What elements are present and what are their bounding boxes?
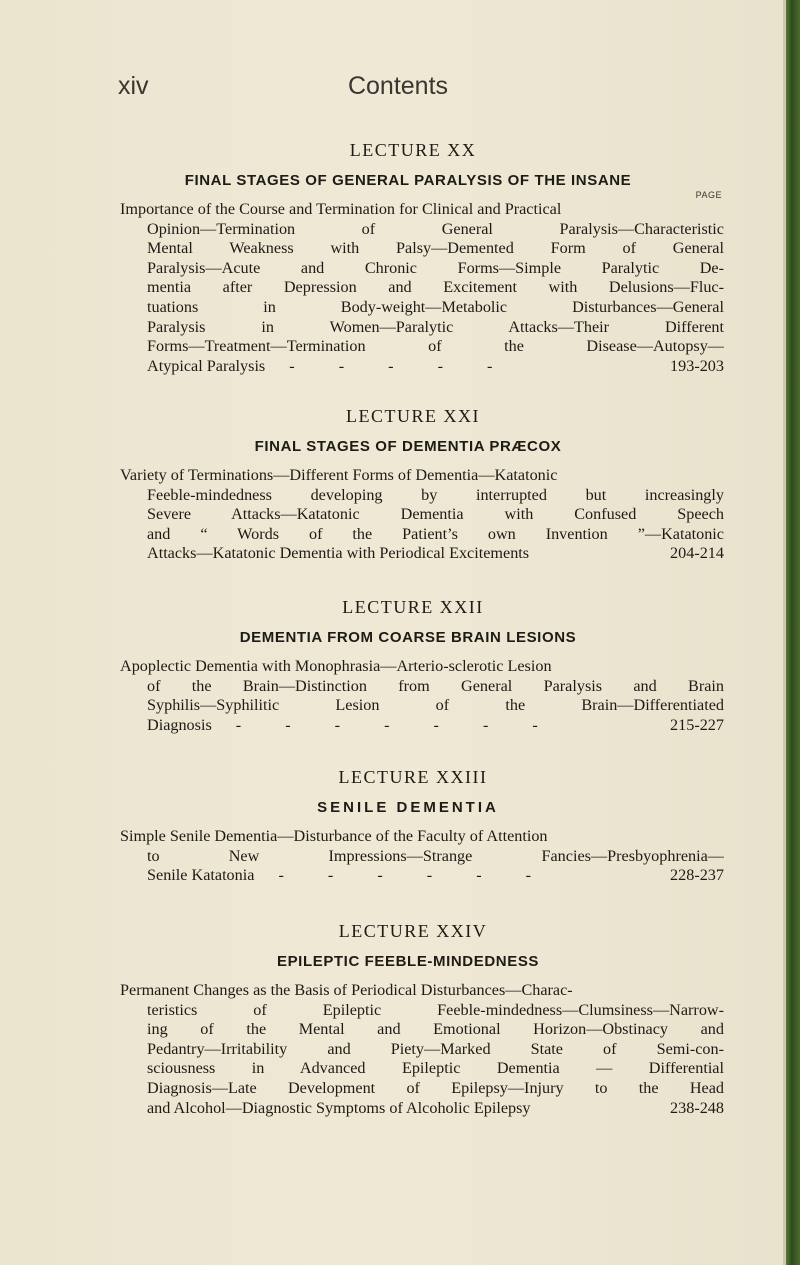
synopsis-last-line — [120, 716, 724, 736]
lecture-number: LECTURE XX — [349, 140, 477, 160]
synopsis-line: of the Brain—Distinction from General Paralysis and Brain — [147, 676, 724, 695]
page-range: 193-203 — [670, 356, 724, 375]
lecture-title: DEMENTIA FROM COARSE BRAIN LESIONS — [239, 629, 577, 646]
running-title: Contents — [347, 72, 449, 100]
lecture-title: FINAL STAGES OF DEMENTIA PRÆCOX — [254, 438, 562, 455]
synopsis-line: tuations in Body-weight—Metabolic Disturbances—General — [147, 297, 724, 316]
lecture-synopsis — [120, 200, 724, 376]
page-header — [0, 72, 786, 112]
synopsis-line: Permanent Changes as the Basis of Periodical Disturbances—Charac- — [120, 981, 573, 999]
lecture-heading — [0, 597, 786, 651]
synopsis-last-line — [120, 357, 724, 377]
lecture-number: LECTURE XXII — [342, 597, 484, 617]
last-line-text: Diagnosis — [147, 715, 212, 734]
synopsis-line: Paralysis—Acute and Chronic Forms—Simple Paralytic De- — [147, 258, 724, 277]
lecture-heading — [0, 140, 786, 194]
synopsis-line: Simple Senile Dementia—Disturbance of the Faculty of Attention — [120, 827, 548, 845]
last-line-text: and Alcohol—Diagnostic Symptoms of Alcoholic Epilepsy — [147, 1098, 531, 1117]
synopsis-last-line — [120, 544, 724, 564]
synopsis-last-line — [120, 866, 724, 886]
lecture-number: LECTURE XXIV — [338, 921, 488, 941]
lecture-synopsis — [120, 466, 724, 564]
synopsis-line: Paralysis in Women—Paralytic Attacks—Their Different — [147, 317, 724, 336]
page-range: 228-237 — [670, 866, 724, 885]
synopsis-line: Pedantry—Irritability and Piety—Marked State of Semi-con- — [147, 1039, 724, 1058]
page-range: 215-227 — [670, 715, 724, 734]
lecture-number: LECTURE XXI — [346, 406, 480, 426]
synopsis-last-line — [120, 1099, 724, 1119]
dot-leader: - - - - - - - — [235, 715, 558, 734]
dot-leader: - - - - - - — [278, 866, 552, 885]
synopsis-line: Diagnosis—Late Development of Epilepsy—Injury to the Head — [147, 1078, 724, 1097]
synopsis-line: Mental Weakness with Palsy—Demented Form of General — [147, 239, 724, 258]
lecture-heading — [0, 921, 786, 975]
dot-leader: - - - - - — [289, 356, 513, 375]
page-range: 238-248 — [670, 1098, 724, 1117]
synopsis-line: Forms—Treatment—Termination of the Disease—Autopsy— — [147, 337, 724, 356]
synopsis-line: Apoplectic Dementia with Monophrasia—Arterio-sclerotic Lesion — [120, 657, 552, 675]
synopsis-line: sciousness in Advanced Epileptic Dementia — Differential — [147, 1059, 724, 1078]
last-line-text: Senile Katatonia — [147, 866, 255, 885]
book-cover-edge — [786, 0, 800, 1265]
synopsis-line: Importance of the Course and Termination for Clinical and Practical — [120, 200, 562, 218]
last-line-text: Attacks—Katatonic Dementia with Periodical Excitements — [147, 544, 530, 563]
synopsis-line: Feeble-mindedness developing by interrupted but increasingly — [147, 485, 724, 504]
synopsis-line: to New Impressions—Strange Fancies—Presbyophrenia— — [147, 846, 724, 865]
lecture-synopsis — [120, 657, 724, 735]
synopsis-line: teristics of Epileptic Feeble-mindedness—Clumsiness—Narrow- — [147, 1000, 724, 1019]
synopsis-line: Severe Attacks—Katatonic Dementia with Confused Speech — [147, 505, 724, 524]
last-line-text: Atypical Paralysis — [147, 356, 266, 375]
synopsis-line: ing of the Mental and Emotional Horizon—Obstinacy and — [147, 1020, 724, 1039]
lecture-synopsis — [120, 981, 724, 1118]
page-range: 204-214 — [670, 544, 724, 563]
lecture-number: LECTURE XXIII — [338, 767, 488, 787]
synopsis-line: Variety of Terminations—Different Forms of Dementia—Katatonic — [120, 466, 558, 484]
synopsis-line: and “ Words of the Patient’s own Invention ”—Katatonic — [147, 524, 724, 543]
lecture-title: SENILE DEMENTIA — [317, 799, 499, 816]
lecture-heading — [0, 767, 786, 821]
synopsis-line: mentia after Depression and Excitement with Delusions—Fluc- — [147, 278, 724, 297]
lecture-heading — [0, 406, 786, 460]
lecture-title: FINAL STAGES OF GENERAL PARALYSIS OF THE INSANE — [184, 172, 632, 189]
lecture-title: EPILEPTIC FEEBLE-MINDEDNESS — [276, 953, 540, 970]
page-column-label: PAGE — [695, 190, 722, 200]
lecture-synopsis — [120, 827, 724, 886]
synopsis-line: Syphilis—Syphilitic Lesion of the Brain—Differentiated — [147, 696, 724, 715]
page-number: xiv — [118, 72, 149, 100]
synopsis-line: Opinion—Termination of General Paralysis—Characteristic — [147, 219, 724, 238]
